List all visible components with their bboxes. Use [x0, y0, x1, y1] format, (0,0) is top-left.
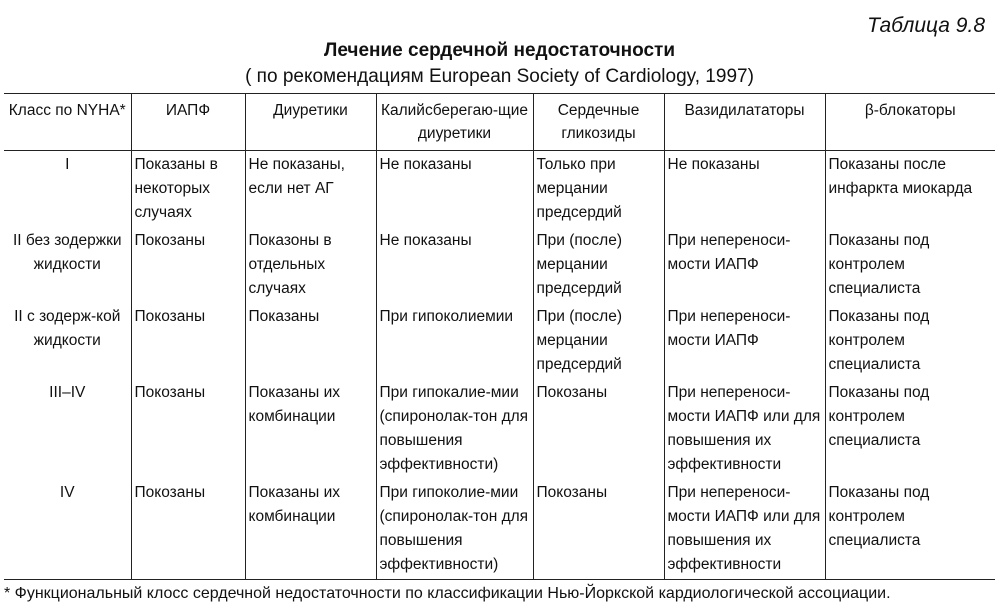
header-nyha-class: Класс по NYHA*	[4, 94, 131, 151]
cell-glycosides: Покозаны	[533, 479, 664, 580]
cell-potassium-sparing: При гипоколие-мии (спиронолак-тон для повышения эффективности)	[376, 479, 533, 580]
cell-diuretics: Показаны их комбинации	[245, 479, 376, 580]
cell-iapf: Покозаны	[131, 479, 245, 580]
cell-glycosides: При (после) мерцании предсердий	[533, 303, 664, 379]
cell-beta-blockers: Показаны под контролем специалиста	[825, 479, 995, 580]
header-vasodilators: Вазидилататоры	[664, 94, 825, 151]
header-beta-blockers: β-блокаторы	[825, 94, 995, 151]
header-cardiac-glycosides: Сердечные гликозиды	[533, 94, 664, 151]
cell-beta-blockers: Показаны после инфаркта миокарда	[825, 151, 995, 228]
table-number-label: Таблица 9.8	[867, 14, 985, 37]
cell-vasodilators: Не показаны	[664, 151, 825, 228]
cell-nyha-class: II без зодержки жидкости	[4, 227, 131, 303]
cell-diuretics: Показаны их комбинации	[245, 379, 376, 479]
cell-diuretics: Не показаны, если нет АГ	[245, 151, 376, 228]
table-row	[4, 379, 995, 479]
cell-glycosides: При (после) мерцании предсердий	[533, 227, 664, 303]
cell-iapf: Покозаны	[131, 379, 245, 479]
cell-beta-blockers: Показаны под контролем специалиста	[825, 227, 995, 303]
cell-potassium-sparing: Не показаны	[376, 227, 533, 303]
cell-glycosides: Покозаны	[533, 379, 664, 479]
cell-nyha-class: II с зодерж-кой жидкости	[4, 303, 131, 379]
cell-potassium-sparing: Не показаны	[376, 151, 533, 228]
cell-beta-blockers: Показаны под контролем специалиста	[825, 303, 995, 379]
cell-diuretics: Показоны в отдельных случаях	[245, 227, 376, 303]
header-iapf: ИАПФ	[131, 94, 245, 151]
cell-diuretics: Показаны	[245, 303, 376, 379]
cell-vasodilators: При непереноси-мости ИАПФ	[664, 227, 825, 303]
header-potassium-sparing-diuretics: Калийсберегаю-щие диуретики	[376, 94, 533, 151]
header-row	[4, 94, 995, 151]
table-title: Лечение сердечной недостаточности	[323, 40, 676, 61]
cell-vasodilators: При непереноси-мости ИАПФ или для повышения их эффективности	[664, 479, 825, 580]
table-row	[4, 479, 995, 580]
table-row	[4, 303, 995, 379]
table-row	[4, 227, 995, 303]
table-row	[4, 151, 995, 228]
cell-potassium-sparing: При гипокалие-мии (спиронолак-тон для повышения эффективности)	[376, 379, 533, 479]
cell-iapf: Покозаны	[131, 227, 245, 303]
cell-vasodilators: При непереноси-мости ИАПФ	[664, 303, 825, 379]
cell-iapf: Показаны в некоторых случаях	[131, 151, 245, 228]
cell-beta-blockers: Показаны под контролем специалиста	[825, 379, 995, 479]
cell-nyha-class: IV	[4, 479, 131, 580]
cell-vasodilators: При непереноси-мости ИАПФ или для повышения их эффективности	[664, 379, 825, 479]
cell-nyha-class: III–IV	[4, 379, 131, 479]
cell-nyha-class: I	[4, 151, 131, 228]
table-subtitle: ( по рекомендациям European Society of Cardiology, 1997)	[245, 66, 754, 87]
cell-glycosides: Только при мерцании предсердий	[533, 151, 664, 228]
cell-iapf: Покозаны	[131, 303, 245, 379]
header-diuretics: Диуретики	[245, 94, 376, 151]
treatment-table	[4, 93, 995, 580]
cell-potassium-sparing: При гипоколиемии	[376, 303, 533, 379]
footnote: * Функциональный клосс сердечной недостаточности по классификации Нью-Йоркской кардиологической ассоциации.	[4, 585, 891, 602]
